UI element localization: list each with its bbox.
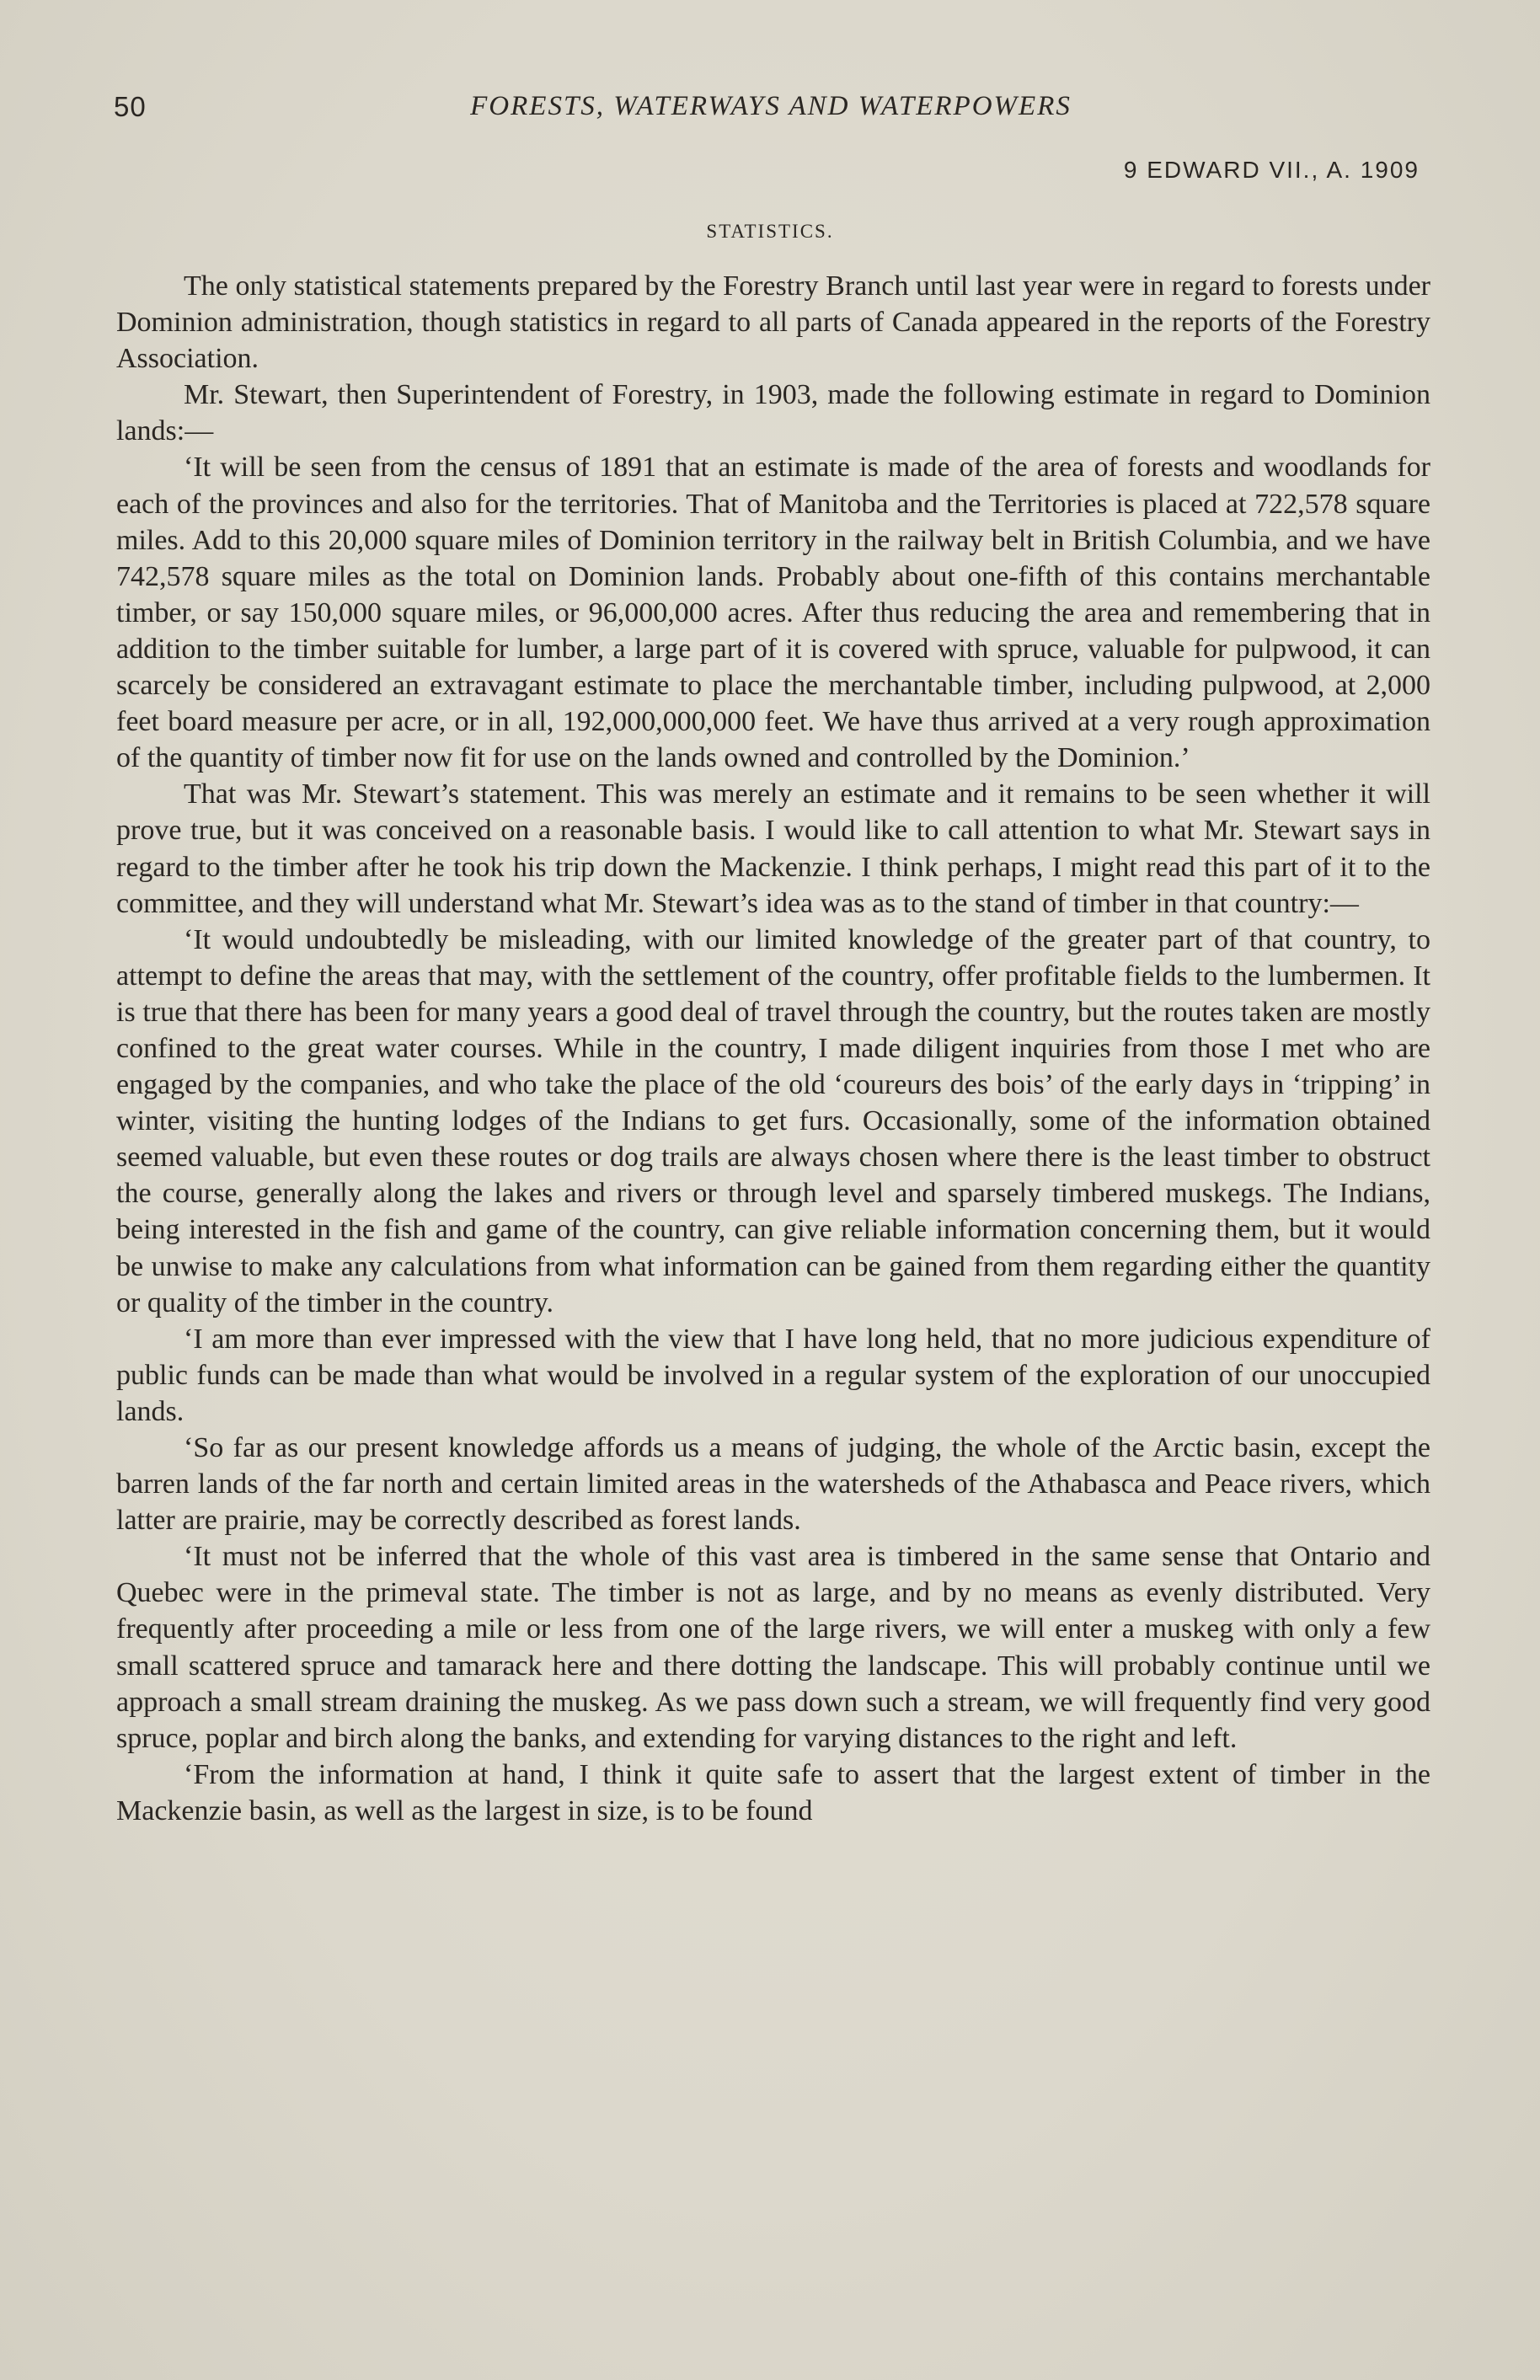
paragraph-stewart-estimate: Mr. Stewart, then Superintendent of Forestry, in 1903, made the following estimate in regard to Dominion lands:— [116, 379, 1430, 447]
paragraph-exploration: ‘I am more than ever impressed with the view that I have long held, that no more judicious expenditure of public funds can be made than what would be involved in a regular system of the exploration of our unoccupied lands. [116, 1323, 1430, 1427]
running-head [114, 91, 1428, 133]
paragraph-intro: The only statistical statements prepared by the Forestry Branch until last year were in regard to forests under Dominion administration, though statistics in regard to all parts of Canada appeared in the reports of the Forestry Association. [116, 270, 1430, 375]
paragraph-largest-extent: ‘From the information at hand, I think it quite safe to assert that the largest extent of timber in the Mackenzie basin, as well as the largest in size, is to be found [116, 1758, 1430, 1826]
paragraph-timber-distribution: ‘It must not be inferred that the whole of this vast area is timbered in the same sense that Ontario and Quebec were in the primeval state. The timber is not as large, and by no means as evenly distributed. Very frequently after proceeding a mile or less from one of the large rivers, we will enter a muskeg with only a few small scattered spruce and tamarack here and there dotting the landscape. This will probably continue until we approach a small stream draining the muskeg. As we pass down such a stream, we will frequently find very good spruce, poplar and birch along the banks, and extending for varying distances to the right and left. [116, 1541, 1430, 1754]
section-heading: STATISTICS. [706, 221, 834, 242]
session-label: 9 EDWARD VII., A. 1909 [1123, 157, 1420, 183]
page-number: 50 [114, 91, 147, 122]
running-title: FORESTS, WATERWAYS AND WATERPOWERS [470, 91, 1072, 121]
paragraph-census-quote: ‘It will be seen from the census of 1891 that an estimate is made of the area of forests and woodlands for each of the provinces and also for the territories. That of Manitoba and the Territories is placed at 722,578 square miles. Add to this 20,000 square miles of Dominion territory in the railway belt in British Columbia, and we have 742,578 square miles as the total on Dominion lands. Probably about one-fifth of this contains merchantable timber, or say 150,000 square miles, or 96,000,000 acres. After thus reducing the area and remembering that in addition to the timber suitable for lumber, a large part of it is covered with spruce, valuable for pulpwood, it can scarcely be considered an extravagant estimate to place the merchantable timber, including pulpwood, at 2,000 feet board measure per acre, or in all, 192,000,000,000 feet. We have thus arrived at a very rough approximation of the quantity of timber now fit for use on the lands owned and controlled by the Dominion.’ [116, 452, 1430, 774]
paragraph-statement: That was Mr. Stewart’s statement. This was merely an estimate and it remains to be seen whether it will prove true, but it was conceived on a reasonable basis. I would like to call attention to what Mr. Stewart says in regard to the timber after he took his trip down the Mackenzie. I think perhaps, I might read this part of it to the committee, and they will understand what Mr. Stewart’s idea was as to the stand of timber in that country:— [116, 778, 1430, 919]
paragraph-mackenzie-quote: ‘It would undoubtedly be misleading, with our limited knowledge of the greater part of that country, to attempt to define the areas that may, with the settlement of the country, offer profitable fields to the lumbermen. It is true that there has been for many years a good deal of travel through the country, but the routes taken are mostly confined to the great water courses. While in the country, I made diligent inquiries from those I met who are engaged by the companies, and who take the place of the old ‘coureurs des bois’ of the early days in ‘tripping’ in winter, visiting the hunting lodges of the Indians to get furs. Occasionally, some of the information obtained seemed valuable, but even these routes or dog trails are always chosen where there is the least timber to obstruct the course, generally along the lakes and rivers or through level and sparsely timbered muskegs. The Indians, being interested in the fish and game of the country, can give reliable information concerning them, but it would be unwise to make any calculations from what information can be gained from them regarding either the quantity or quality of the timber in the country. [116, 923, 1430, 1318]
paragraph-arctic-basin: ‘So far as our present knowledge affords us a means of judging, the whole of the Arctic basin, except the barren lands of the far north and certain limited areas in the watersheds of the Athabasca and Peace rivers, which latter are prairie, may be correctly described as forest lands. [116, 1432, 1430, 1537]
body-text [116, 268, 1430, 1829]
